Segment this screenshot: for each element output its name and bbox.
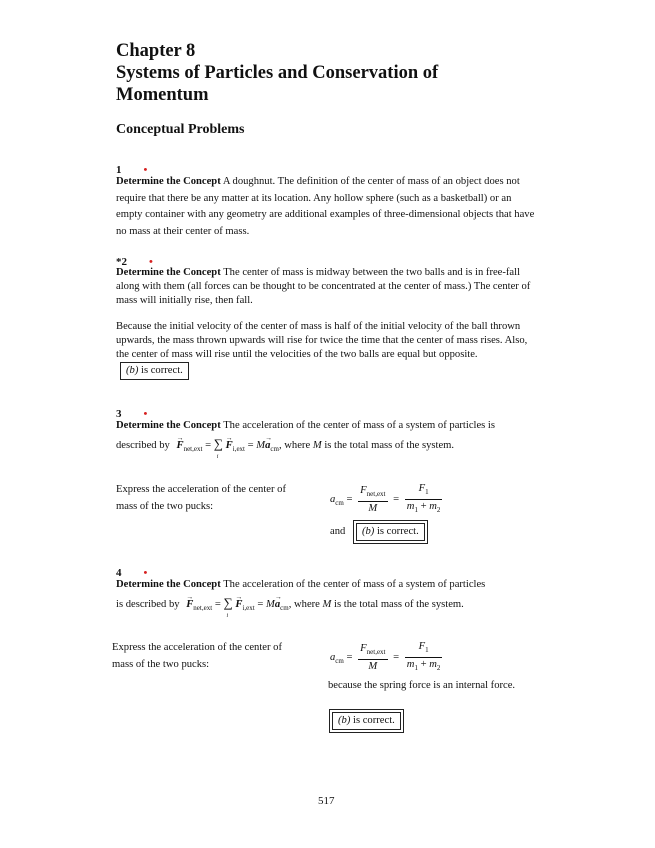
problem-number: 1 — [116, 164, 122, 176]
acceleration-symbol: a — [330, 494, 336, 506]
plus-sign: + — [420, 659, 427, 671]
subscript-cm: cm — [270, 445, 279, 454]
mass-symbol: M — [368, 502, 378, 514]
problem-4-step-label: Express the acceleration of the center of mass of the two pucks: — [112, 642, 283, 670]
subscript-net-ext: net,ext — [366, 647, 386, 656]
difficulty-dot-icon: • — [149, 256, 153, 268]
problem-number: *2 — [116, 256, 127, 268]
problem-3-answer-line — [330, 523, 425, 541]
tail-rest-text: is the total mass of the system. — [324, 440, 455, 451]
equals-sign: = — [257, 599, 264, 610]
chapter-title-line-2: Momentum — [116, 85, 209, 105]
subscript-1: 1 — [425, 488, 429, 497]
equals-sign: = — [393, 494, 400, 506]
difficulty-dot-icon: • — [143, 567, 148, 579]
tail-rest-text: is the total mass of the system. — [334, 599, 464, 610]
subscript-2: 2 — [436, 506, 441, 515]
force-vector: → F — [186, 599, 193, 610]
problem-3-step-label: Express the acceleration of the center of mass of the two pucks: — [116, 484, 287, 512]
force-vector: → F — [226, 440, 233, 451]
mass-symbol: M — [312, 440, 322, 451]
problem-4-equation-line — [116, 596, 464, 615]
solution-text: The acceleration of the center of mass of a system of particles is — [223, 420, 495, 431]
answer-suffix: is correct. — [353, 715, 395, 726]
subscript-cm: cm — [335, 657, 344, 666]
fraction-f1-over-masses — [405, 482, 443, 517]
acceleration-vector: → a — [265, 440, 270, 451]
problem-3-acceleration-formula — [330, 482, 445, 517]
solution-text: A doughnut. The definition of the center of mass of an object does not require that there be any matter at its location. Any hollow sphere (such as a basketball) or an empty container with any geometry are additional examples of three-dimensional objects that have no mass at their center of mass. — [116, 176, 535, 237]
tail-text: , where — [288, 599, 320, 610]
equals-sign: = — [247, 440, 254, 451]
fraction-net-force-over-mass — [358, 484, 387, 516]
subscript-cm: cm — [280, 604, 289, 613]
subscript-cm: cm — [335, 499, 344, 508]
mass-symbol: M — [322, 599, 332, 610]
chapter-title-line-1: Systems of Particles and Conservation of — [116, 63, 439, 83]
subscript-net-ext: net,ext — [193, 604, 213, 613]
answer-box — [356, 523, 425, 541]
described-by-text: is described by — [116, 599, 180, 610]
lead-phrase: Determine the Concept — [116, 579, 221, 590]
force-symbol: F — [360, 484, 367, 496]
problem-4-acceleration-formula — [330, 640, 445, 675]
chapter-title — [116, 40, 556, 106]
mass-symbol: M — [256, 440, 266, 451]
problem-1-solution — [116, 174, 536, 240]
force-symbol: F — [418, 483, 426, 494]
problem-4-solution — [116, 577, 536, 594]
force-symbol: F — [360, 642, 367, 654]
section-heading: Conceptual Problems — [116, 122, 245, 137]
fraction-f1-over-masses — [405, 640, 443, 675]
mass-symbol: M — [266, 599, 275, 610]
mass-m1: m — [406, 659, 415, 671]
subscript-1: 1 — [425, 646, 429, 655]
problem-4-note: because the spring force is an internal force. — [328, 680, 516, 691]
equals-sign: = — [214, 599, 221, 610]
lead-phrase: Determine the Concept — [116, 267, 221, 278]
subscript-i-ext: i,ext — [242, 604, 255, 613]
problem-4-answer-line — [332, 712, 401, 730]
answer-letter: (b) — [126, 365, 139, 376]
page-number: 517 — [318, 795, 335, 807]
answer-letter: (b) — [361, 526, 375, 537]
mass-m2: m — [429, 501, 437, 513]
plus-sign: + — [420, 501, 427, 513]
subscript-1: 1 — [414, 664, 418, 673]
tail-text: , where — [278, 440, 311, 451]
fraction-net-force-over-mass — [358, 642, 387, 674]
subscript-net-ext: net,ext — [366, 489, 386, 498]
sum-symbol-icon: ∑ i — [214, 436, 223, 451]
lead-phrase: Determine the Concept — [116, 176, 221, 187]
described-by-text: described by — [116, 440, 170, 451]
answer-letter: (b) — [338, 715, 351, 726]
answer-suffix: is correct. — [141, 365, 183, 376]
acceleration-vector: → a — [275, 599, 280, 610]
difficulty-dot-icon: • — [143, 164, 148, 176]
subscript-i-ext: i,ext — [232, 445, 245, 454]
equals-sign: = — [346, 494, 353, 506]
problem-number: 3 — [116, 408, 122, 420]
problem-3-equation-line — [116, 437, 454, 456]
mass-symbol: M — [368, 660, 378, 672]
solution-text: The acceleration of the center of mass of a system of particles — [223, 579, 486, 590]
problem-2-solution — [116, 266, 536, 308]
mass-m1: m — [406, 501, 415, 513]
problem-2-paragraph-2 — [116, 320, 536, 380]
subscript-net-ext: net,ext — [183, 445, 203, 454]
equals-sign: = — [393, 652, 400, 664]
solution-text: The center of mass is midway between the two balls and is in free-fall along with them (all forces can be thought to be concentrated at the center of mass.) The center of mass will initially rise, then fall. — [116, 267, 531, 306]
force-vector: → F — [177, 440, 184, 451]
acceleration-symbol: a — [330, 652, 336, 664]
solution-text: Because the initial velocity of the center of mass is half of the initial velocity of the ball thrown upwards, the mass thrown upwards will rise for twice the time that the center of mass rises. Also, the center of mass will rise until the velocities of the two balls are equal but opposite. — [116, 321, 528, 360]
equals-sign: = — [346, 652, 353, 664]
answer-box — [120, 362, 189, 380]
force-vector: → F — [235, 599, 242, 610]
equals-sign: = — [205, 440, 212, 451]
answer-box — [332, 712, 401, 730]
mass-m2: m — [429, 659, 437, 671]
subscript-2: 2 — [436, 664, 441, 673]
difficulty-dot-icon: • — [143, 408, 148, 420]
chapter-number: Chapter 8 — [116, 41, 196, 61]
subscript-1: 1 — [414, 506, 418, 515]
answer-suffix: is correct. — [376, 526, 419, 537]
lead-phrase: Determine the Concept — [116, 420, 221, 431]
force-symbol: F — [418, 641, 426, 652]
and-text: and — [330, 526, 346, 537]
problem-number: 4 — [116, 567, 122, 579]
sum-symbol-icon: ∑ i — [223, 595, 232, 610]
